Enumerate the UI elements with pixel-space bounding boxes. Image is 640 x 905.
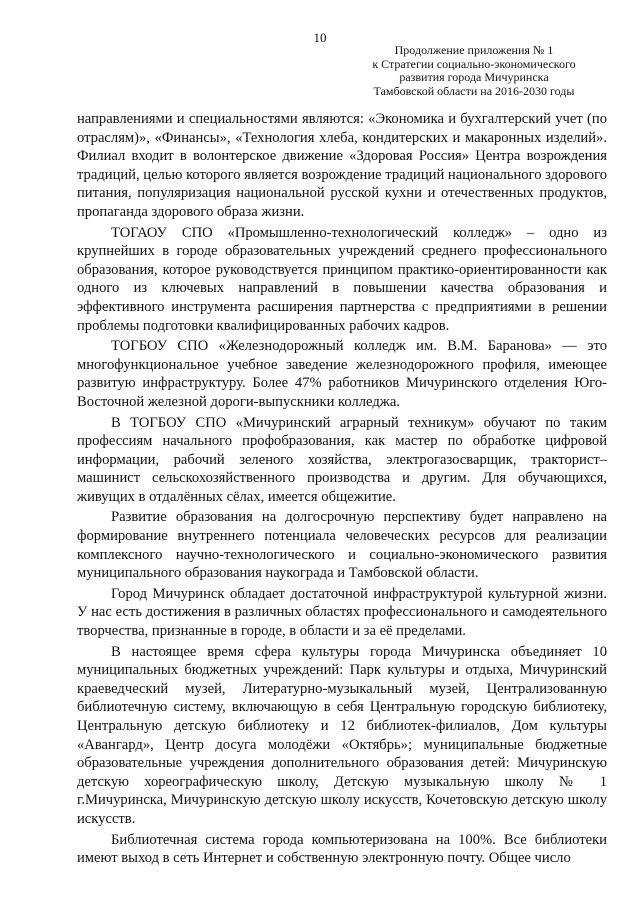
appendix-header-line: развития города Мичуринска bbox=[399, 70, 549, 84]
paragraph: В ТОГБОУ СПО «Мичуринский аграрный техникум» обучают по таким профессиям начального профобразования, как мастер по обработке цифровой информации, рабочий зеленого хозяйства, электрогазосварщик, тракторист–машинист сельскохозяйственного производства и другим. Для обучающихся, живущих в отдалённых сёлах, имеется общежитие. bbox=[77, 414, 607, 505]
appendix-header bbox=[344, 44, 604, 98]
paragraph: направлениями и специальностями являются: «Экономика и бухгалтерский учет (по отраслям)», «Финансы», «Технология хлеба, кондитерских и макаронных изделий». Филиал входит в волонтерское движение «Здоровая Россия» Центра возрождения традиций, целью которого является возрождение традиций национального здорового питания, популяризация национальной русской кухни и отечественных продуктов, пропаганда здорового образа жизни. bbox=[77, 111, 607, 220]
document-body bbox=[77, 110, 607, 868]
paragraph: В настоящее время сфера культуры города Мичуринска объединяет 10 муниципальных бюджетных учреждений: Парк культуры и отдыха, Мичуринский краеведческий музей, Литературно-музыкальный музей, Централизованную библиотечную систему, включающую в себя Центральную городскую библиотеку, Центральную детскую библиотеку и 12 библиотек-филиалов, Дом культуры «Авангард», Центр досуга молодёжи «Октябрь»; муниципальные бюджетные образовательные учреждения дополнительного образования детей: Мичуринскую детскую хореографическую школу, Детскую музыкальную школу № 1 г.Мичуринска, Мичуринскую детскую школу искусств, Кочетовскую детскую школу искусств. bbox=[77, 643, 607, 827]
paragraph: ТОГАОУ СПО «Промышленно-технологический колледж» – одно из крупнейших в городе образовательных учреждений среднего профессионального образования, которое руководствуется принципом практико-ориентированности как одного из ключевых направлений в повышении качества образования и эффективного инструмента расширения партнерства с предприятиями в решении проблемы подготовки квалифицированных рабочих кадров. bbox=[77, 224, 607, 334]
paragraph: Город Мичуринск обладает достаточной инфраструктурой культурной жизни. У нас есть достижения в различных областях профессионального и самодеятельного творчества, признанные в городе, в области и за её пределами. bbox=[77, 585, 607, 640]
paragraph: Развитие образования на долгосрочную перспективу будет направлено на формирование внутреннего потенциала человеческих ресурсов для реализации комплексного научно-технологического и социально-экономического развития муниципального образования наукограда и Тамбовской области. bbox=[77, 509, 607, 582]
appendix-header-line: Тамбовской области на 2016-2030 годы bbox=[373, 83, 575, 98]
appendix-header-line: Продолжение приложения № 1 bbox=[394, 43, 554, 57]
paragraph: ТОГБОУ СПО «Железнодорожный колледж им. В.М. Баранова» — это многофункциональное учебное заведение железнодорожного профиля, имеющее развитую инфраструктуру. Более 47% работников Мичуринского отделения Юго-Восточной железной дороги-выпускники колледжа. bbox=[77, 338, 607, 410]
paragraph: Библиотечная система города компьютеризована на 100%. Все библиотеки имеют выход в сеть Интернет и собственную электронную почту. Общее число bbox=[77, 831, 607, 867]
page-number: 10 bbox=[313, 30, 327, 45]
appendix-header-line: к Стратегии социально-экономического bbox=[372, 56, 576, 71]
